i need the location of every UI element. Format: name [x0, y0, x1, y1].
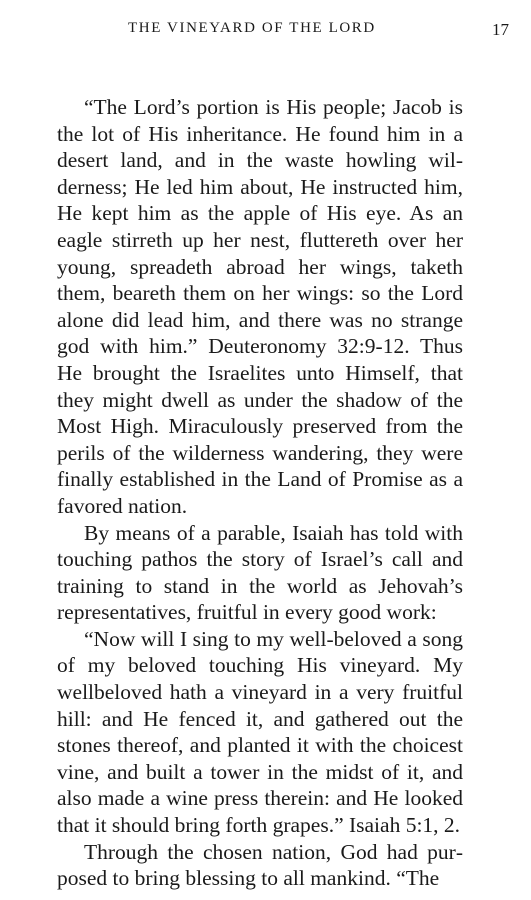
- body-text: [57, 94, 463, 892]
- paragraph-isaiah-quote: “Now will I sing to my well-beloved a song of my beloved touching His vineyard. My wellbeloved hath a vineyard in a very fruitful hill: and He fenced it, and gathered out the stones thereof, and planted it with the choicest vine, and built a tower in the midst of it, and also made a wine press therein: and He looked that it should bring forth grapes.” Isaiah 5:1, 2.: [57, 626, 463, 838]
- paragraph-deuteronomy-quote: “The Lord’s portion is His people; Jacob is the lot of His inheritance. He found him in a desert land, and in the waste howling wilderness; He led him about, He instructed him, He kept him as the apple of His eye. As an eagle stirreth up her nest, fluttereth over her young, spreadeth abroad her wings, taketh them, beareth them on her wings: so the Lord alone did lead him, and there was no strange god with him.” Deuteronomy 32:9-12. Thus He brought the Israelites unto Himself, that they might dwell as under the shadow of the Most High. Miraculously preserved from the perils of the wilderness wandering, they were finally established in the Land of Promise as a favored nation.: [57, 95, 463, 518]
- paragraph-chosen-nation: Through the chosen nation, God had purposed to bring blessing to all mankind. “The: [57, 839, 463, 891]
- paragraph-isaiah-parable: By means of a parable, Isaiah has told with touching pathos the story of Israel’s call and training to stand in the world as Jehovah’s representatives, fruitful in every good work:: [57, 520, 463, 625]
- running-head: [0, 20, 531, 44]
- page-number: 17: [492, 20, 509, 39]
- running-title: THE VINEYARD OF THE LORD: [128, 20, 376, 36]
